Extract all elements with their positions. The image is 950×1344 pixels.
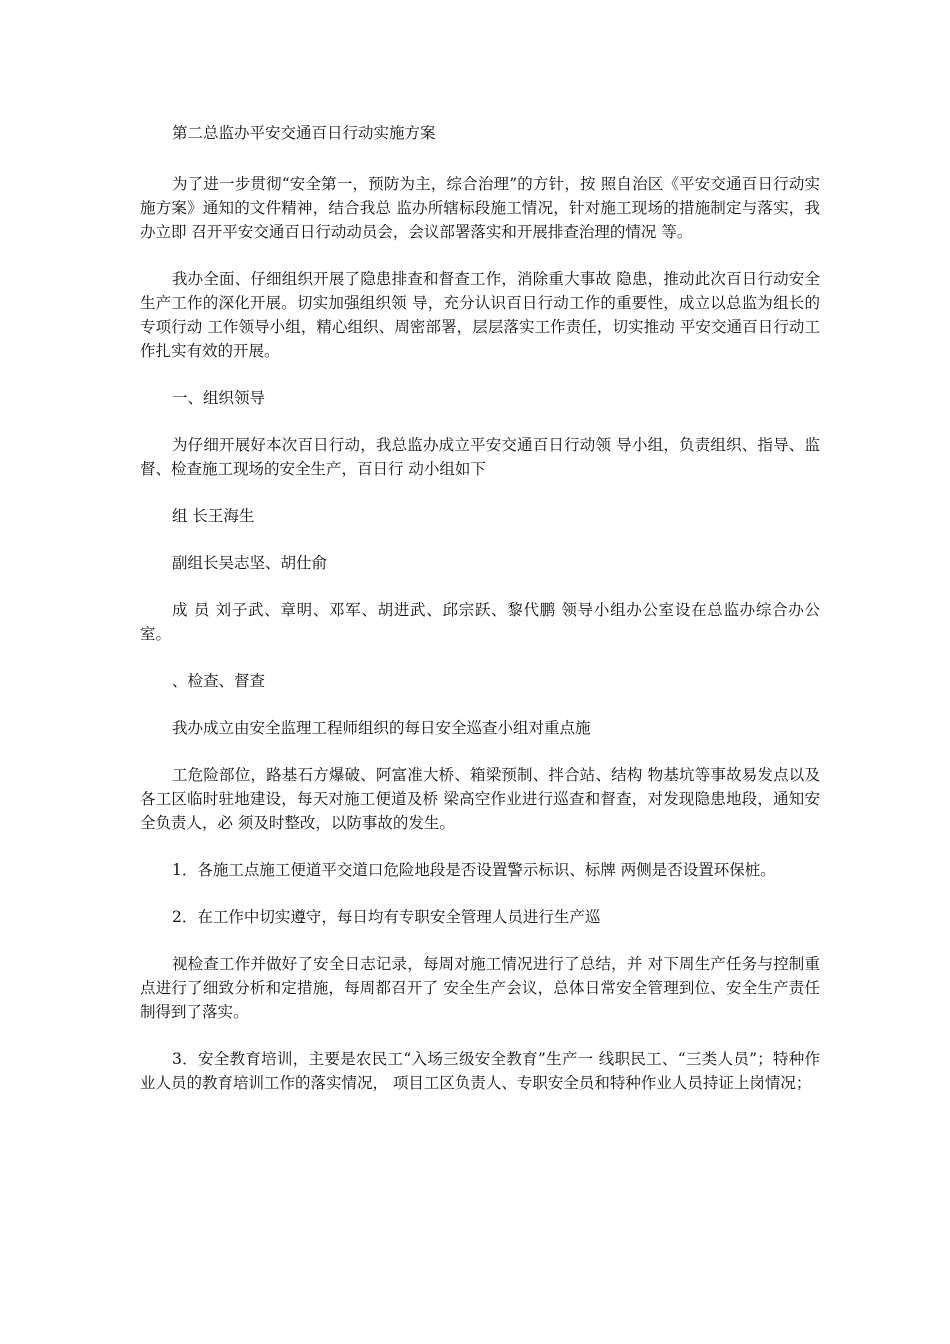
document-page <box>140 121 820 1118</box>
list-item-2: 2．在工作中切实遵守，每日均有专职安全管理人员进行生产巡 <box>172 908 601 926</box>
paragraph-hazard-locations: 工危险部位，路基石方爆破、阿富准大桥、箱梁预制、拌合站、结构 物基坑等事故易发点以及各工区临时驻地建设，每天对施工便道及桥 梁高空作业进行巡查和督查，对发现隐患地段，通知安全负责人，必 须及时整改，以防事故的发生。 <box>140 766 820 832</box>
paragraph-inspection-overview: 我办全面、仔细组织开展了隐患排查和督查工作，消除重大事故 隐患，推动此次百日行动安全生产工作的深化开展。切实加强组织领 导，充分认识百日行动工作的重要性，成立以总监为组长的专项行动 工作领导小组，精心组织、周密部署，层层落实工作责任，切实推动 平安交通百日行动工作扎实有效的开展。 <box>140 270 820 360</box>
group-leader: 组 长王海生 <box>172 507 255 525</box>
document-title: 第二总监办平安交通百日行动实施方案 <box>172 124 436 142</box>
deputy-group-leader: 副组长吴志坚、胡仕俞 <box>172 554 328 572</box>
section-heading-inspection: 、检查、督查 <box>172 672 266 690</box>
section-heading-organization: 一、组织领导 <box>172 389 266 407</box>
group-members: 成 员 刘子武、章明、邓军、胡进武、邱宗跃、黎代鹏 领导小组办公室设在总监办综合办公室。 <box>140 601 820 643</box>
paragraph-leading-group: 为仔细开展好本次百日行动，我总监办成立平安交通百日行动领 导小组，负责组织、指导、监督、检查施工现场的安全生产，百日行 动小组如下 <box>140 436 820 478</box>
paragraph-intro: 为了进一步贯彻“安全第一，预防为主，综合治理”的方针，按 照自治区《平安交通百日行动实施方案》通知的文件精神，结合我总 监办所辖标段施工情况，针对施工现场的措施制定与落实，我办立即 召开平安交通百日行动动员会，会议部署落实和开展排查治理的情况 等。 <box>140 175 820 241</box>
paragraph-patrol-group: 我办成立由安全监理工程师组织的每日安全巡查小组对重点施 <box>172 719 591 737</box>
list-item-1: 1．各施工点施工便道平交道口危险地段是否设置警示标识、标牌 两侧是否设置环保桩。 <box>172 861 776 879</box>
list-item-3: 3．安全教育培训，主要是农民工“入场三级安全教育”生产一 线职民工、“三类人员”；特种作业人员的教育培训工作的落实情况， 项目工区负责人、专职安全员和特种作业人员持证上岗情况； <box>140 1050 820 1092</box>
paragraph-inspection-records: 视检查工作并做好了安全日志记录，每周对施工情况进行了总结，并 对下周生产任务与控制重点进行了细致分析和定措施，每周都召开了 安全生产会议，总体日常安全管理到位、安全生产责任制得到了落实。 <box>140 955 820 1021</box>
